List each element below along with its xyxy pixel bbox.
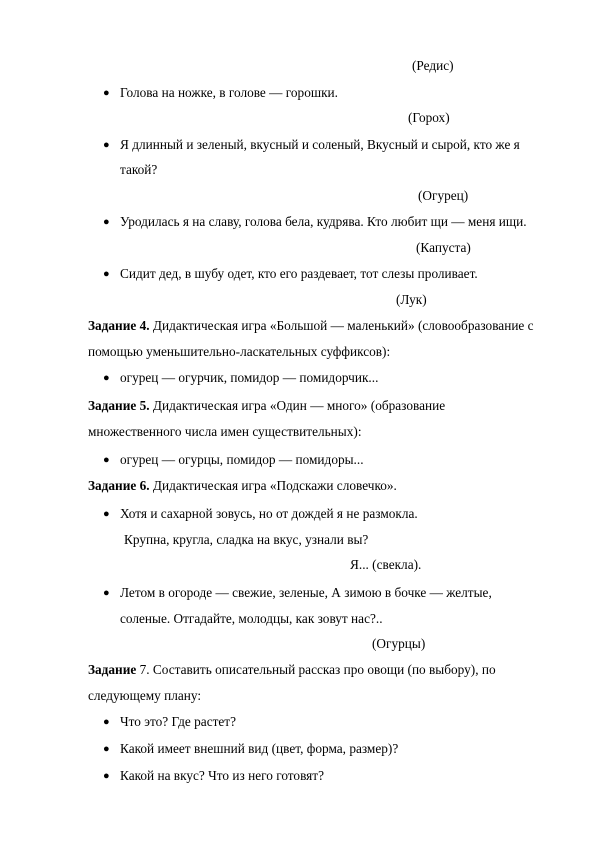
bullet-icon: ●	[103, 743, 110, 755]
task4-heading	[88, 318, 534, 334]
plan-item: Какой на вкус? Что из него готовят?	[120, 768, 325, 783]
task7-heading	[88, 662, 496, 678]
answer-luk: (Лук)	[396, 292, 427, 307]
bullet-icon: ●	[103, 216, 110, 228]
task7-text-cont: следующему плану:	[88, 688, 202, 703]
bullet-icon: ●	[103, 454, 110, 466]
task5-text-cont: множественного числа имен существительных):	[88, 424, 362, 439]
answer-ogurec: (Огурец)	[418, 188, 469, 203]
riddle-item-cont: такой?	[120, 162, 158, 177]
plan-item: Какой имеет внешний вид (цвет, форма, размер)?	[120, 741, 399, 756]
bullet-icon: ●	[103, 268, 110, 280]
answer-redis: (Редис)	[412, 58, 454, 73]
task6-riddle-cont: Крупна, кругла, сладка на вкус, узнали вы?	[124, 532, 369, 547]
bullet-icon: ●	[103, 139, 110, 151]
answer-kapusta: (Капуста)	[416, 240, 471, 255]
task6-riddle: Хотя и сахарной зовусь, но от дождей я не размокла.	[120, 506, 418, 521]
task5-bullet: огурец — огурцы, помидор — помидоры...	[120, 452, 364, 467]
task6-label: Задание 6.	[88, 478, 150, 493]
task5-label: Задание 5.	[88, 398, 150, 413]
bullet-icon: ●	[103, 508, 110, 520]
plan-item: Что это? Где растет?	[120, 714, 237, 729]
task6-heading	[88, 478, 397, 494]
riddle-item: Голова на ножке, в голове — горошки.	[120, 85, 338, 100]
bullet-icon: ●	[103, 716, 110, 728]
task6-riddle: Летом в огороде — свежие, зеленые, А зимою в бочке — желтые,	[120, 585, 492, 600]
bullet-icon: ●	[103, 587, 110, 599]
task6-riddle-cont: соленые. Отгадайте, молодцы, как зовут нас?..	[120, 611, 383, 626]
task7-text: 7. Составить описательный рассказ про овощи (по выбору), по	[136, 662, 496, 677]
task7-label: Задание	[88, 662, 137, 677]
riddle-item: Я длинный и зеленый, вкусный и соленый, Вкусный и сырой, кто же я	[120, 137, 520, 152]
answer-goroh: (Горох)	[408, 110, 450, 125]
bullet-icon: ●	[103, 372, 110, 384]
bullet-icon: ●	[103, 87, 110, 99]
task4-text: Дидактическая игра «Большой — маленький» (словообразование с	[149, 318, 534, 333]
task4-bullet: огурец — огурчик, помидор — помидорчик...	[120, 370, 379, 385]
riddle-item: Сидит дед, в шубу одет, кто его раздевает, тот слезы проливает.	[120, 266, 478, 281]
task5-text: Дидактическая игра «Один — много» (образование	[149, 398, 446, 413]
task6-text: Дидактическая игра «Подскажи словечко».	[149, 478, 397, 493]
task4-label: Задание 4.	[88, 318, 150, 333]
riddle-item: Уродилась я на славу, голова бела, кудрява. Кто любит щи — меня ищи.	[120, 214, 527, 229]
task5-heading	[88, 398, 445, 414]
task6-answer: (Огурцы)	[372, 636, 426, 651]
bullet-icon: ●	[103, 770, 110, 782]
task6-answer: Я... (свекла).	[350, 557, 422, 572]
task4-text-cont: помощью уменьшительно-ласкательных суффиксов):	[88, 344, 391, 359]
